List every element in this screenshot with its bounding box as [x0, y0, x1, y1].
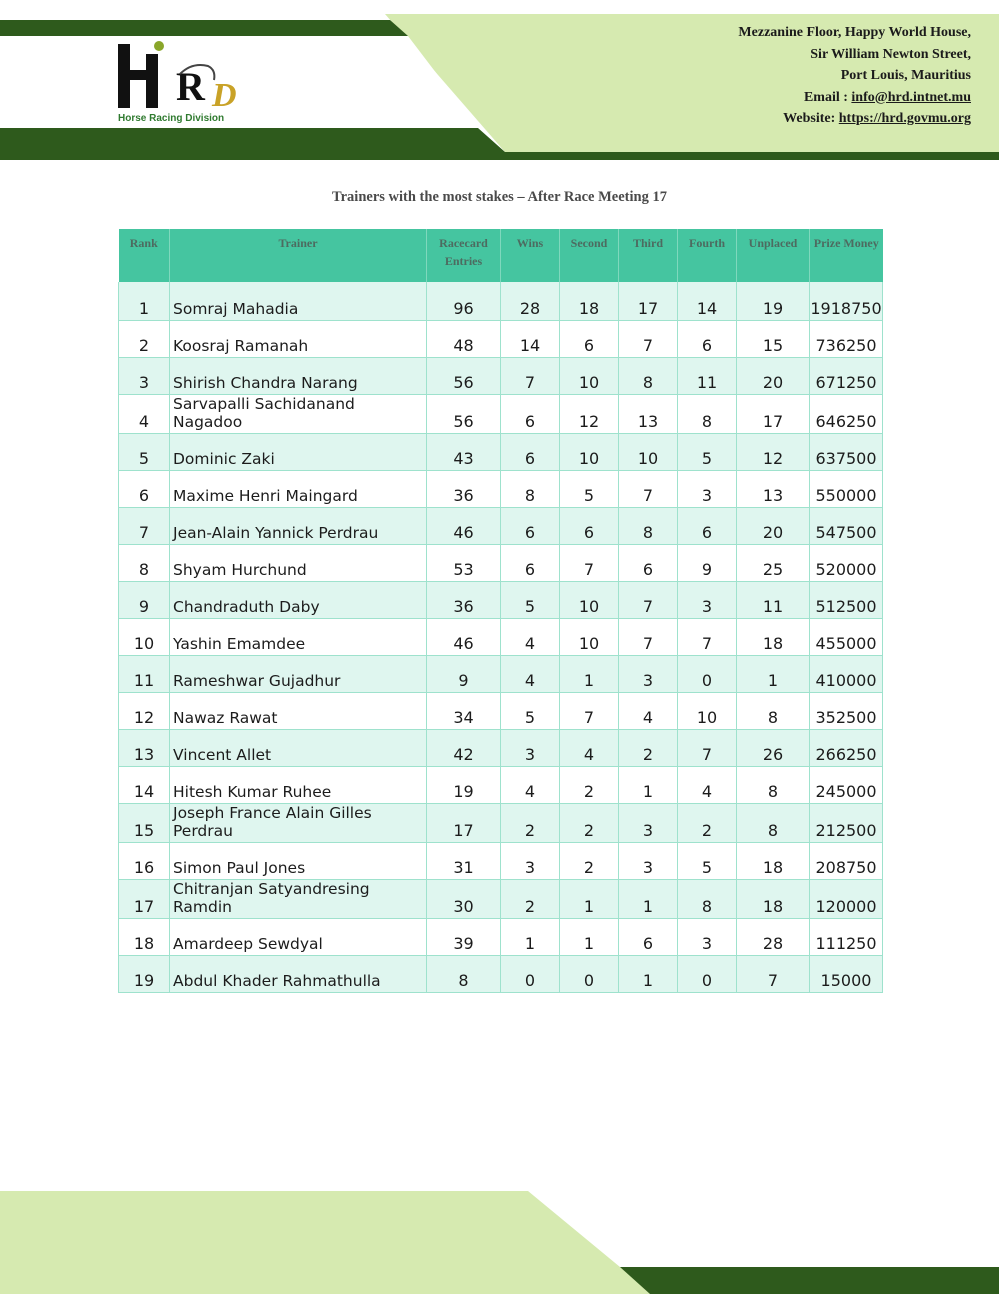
cell-wins: 1	[501, 919, 560, 956]
col-header-wins: Wins	[501, 229, 560, 282]
cell-unplaced: 11	[737, 582, 810, 619]
cell-second: 2	[560, 843, 619, 880]
col-header-prize-money: Prize Money	[810, 229, 883, 282]
cell-third: 3	[619, 843, 678, 880]
cell-prize-money: 637500	[810, 434, 883, 471]
cell-wins: 3	[501, 730, 560, 767]
cell-third: 6	[619, 545, 678, 582]
cell-fourth: 8	[678, 880, 737, 919]
svg-text:D: D	[212, 77, 237, 114]
cell-wins: 5	[501, 582, 560, 619]
cell-fourth: 6	[678, 508, 737, 545]
cell-fourth: 3	[678, 919, 737, 956]
table-row	[119, 880, 883, 919]
cell-entries: 56	[427, 395, 501, 434]
cell-wins: 4	[501, 767, 560, 804]
cell-unplaced: 8	[737, 767, 810, 804]
cell-prize-money: 671250	[810, 358, 883, 395]
cell-wins: 6	[501, 395, 560, 434]
cell-fourth: 9	[678, 545, 737, 582]
page-title: Trainers with the most stakes – After Race Meeting 17	[332, 189, 667, 205]
table-row	[119, 919, 883, 956]
table-row	[119, 508, 883, 545]
table-row	[119, 545, 883, 582]
cell-fourth: 10	[678, 693, 737, 730]
cell-third: 7	[619, 582, 678, 619]
cell-prize-money: 547500	[810, 508, 883, 545]
table-row	[119, 843, 883, 880]
cell-fourth: 0	[678, 656, 737, 693]
cell-wins: 3	[501, 843, 560, 880]
cell-trainer: Vincent Allet	[170, 730, 427, 767]
cell-entries: 31	[427, 843, 501, 880]
cell-third: 3	[619, 804, 678, 843]
cell-unplaced: 12	[737, 434, 810, 471]
cell-second: 7	[560, 545, 619, 582]
cell-rank: 4	[119, 395, 170, 434]
cell-rank: 19	[119, 956, 170, 993]
cell-second: 6	[560, 508, 619, 545]
cell-wins: 0	[501, 956, 560, 993]
table-row	[119, 434, 883, 471]
cell-third: 13	[619, 395, 678, 434]
cell-rank: 10	[119, 619, 170, 656]
cell-second: 10	[560, 582, 619, 619]
cell-unplaced: 19	[737, 282, 810, 321]
cell-third: 3	[619, 656, 678, 693]
table-row	[119, 656, 883, 693]
cell-prize-money: 736250	[810, 321, 883, 358]
cell-entries: 56	[427, 358, 501, 395]
cell-second: 10	[560, 434, 619, 471]
cell-entries: 9	[427, 656, 501, 693]
table-row	[119, 358, 883, 395]
cell-trainer: Joseph France Alain Gilles Perdrau	[170, 804, 427, 843]
cell-trainer: Simon Paul Jones	[170, 843, 427, 880]
cell-entries: 39	[427, 919, 501, 956]
cell-entries: 8	[427, 956, 501, 993]
cell-entries: 96	[427, 282, 501, 321]
cell-rank: 1	[119, 282, 170, 321]
cell-unplaced: 25	[737, 545, 810, 582]
cell-entries: 36	[427, 582, 501, 619]
cell-fourth: 2	[678, 804, 737, 843]
cell-entries: 43	[427, 434, 501, 471]
cell-fourth: 0	[678, 956, 737, 993]
cell-wins: 2	[501, 804, 560, 843]
address-line-1: Mezzanine Floor, Happy World House,	[738, 25, 971, 40]
col-header-second: Second	[560, 229, 619, 282]
cell-entries: 30	[427, 880, 501, 919]
cell-second: 1	[560, 656, 619, 693]
cell-unplaced: 7	[737, 956, 810, 993]
cell-entries: 17	[427, 804, 501, 843]
cell-wins: 14	[501, 321, 560, 358]
cell-wins: 4	[501, 619, 560, 656]
cell-fourth: 5	[678, 843, 737, 880]
cell-second: 5	[560, 471, 619, 508]
cell-unplaced: 26	[737, 730, 810, 767]
cell-rank: 14	[119, 767, 170, 804]
cell-trainer: Maxime Henri Maingard	[170, 471, 427, 508]
cell-prize-money: 111250	[810, 919, 883, 956]
table-row	[119, 767, 883, 804]
cell-trainer: Rameshwar Gujadhur	[170, 656, 427, 693]
cell-second: 10	[560, 619, 619, 656]
website-line	[738, 108, 971, 130]
cell-wins: 8	[501, 471, 560, 508]
cell-unplaced: 17	[737, 395, 810, 434]
cell-third: 7	[619, 321, 678, 358]
cell-rank: 5	[119, 434, 170, 471]
cell-fourth: 3	[678, 471, 737, 508]
cell-entries: 36	[427, 471, 501, 508]
cell-third: 4	[619, 693, 678, 730]
cell-rank: 2	[119, 321, 170, 358]
cell-second: 2	[560, 767, 619, 804]
table-row	[119, 395, 883, 434]
cell-entries: 53	[427, 545, 501, 582]
cell-entries: 19	[427, 767, 501, 804]
cell-rank: 13	[119, 730, 170, 767]
cell-trainer: Jean-Alain Yannick Perdrau	[170, 508, 427, 545]
table-header-row	[119, 229, 883, 282]
email-line	[738, 87, 971, 109]
cell-prize-money: 120000	[810, 880, 883, 919]
address-line-2: Sir William Newton Street,	[810, 46, 971, 62]
cell-trainer: Somraj Mahadia	[170, 282, 427, 321]
col-header-rank: Rank	[119, 229, 170, 282]
cell-fourth: 11	[678, 358, 737, 395]
cell-trainer: Nawaz Rawat	[170, 693, 427, 730]
address-line-3: Port Louis, Mauritius	[840, 68, 971, 83]
cell-second: 0	[560, 956, 619, 993]
cell-fourth: 7	[678, 730, 737, 767]
cell-rank: 12	[119, 693, 170, 730]
cell-unplaced: 15	[737, 321, 810, 358]
cell-trainer: Amardeep Sewdyal	[170, 919, 427, 956]
cell-wins: 6	[501, 434, 560, 471]
logo-caption: Horse Racing Division	[118, 113, 225, 124]
cell-prize-money: 1918750	[810, 282, 883, 321]
cell-unplaced: 20	[737, 358, 810, 395]
cell-unplaced: 18	[737, 880, 810, 919]
cell-wins: 5	[501, 693, 560, 730]
cell-third: 8	[619, 508, 678, 545]
cell-prize-money: 245000	[810, 767, 883, 804]
table-row	[119, 282, 883, 321]
email-label: Email :	[803, 89, 848, 105]
cell-trainer: Hitesh Kumar Ruhee	[170, 767, 427, 804]
cell-rank: 3	[119, 358, 170, 395]
cell-rank: 18	[119, 919, 170, 956]
cell-unplaced: 13	[737, 471, 810, 508]
cell-prize-money: 352500	[810, 693, 883, 730]
col-header-third: Third	[619, 229, 678, 282]
cell-rank: 7	[119, 508, 170, 545]
cell-prize-money: 266250	[810, 730, 883, 767]
cell-trainer: Shyam Hurchund	[170, 545, 427, 582]
cell-fourth: 8	[678, 395, 737, 434]
cell-trainer: Sarvapalli Sachidanand Nagadoo	[170, 395, 427, 434]
cell-third: 10	[619, 434, 678, 471]
cell-wins: 7	[501, 358, 560, 395]
cell-second: 4	[560, 730, 619, 767]
col-header-unplaced: Unplaced	[737, 229, 810, 282]
cell-rank: 17	[119, 880, 170, 919]
cell-fourth: 6	[678, 321, 737, 358]
cell-prize-money: 646250	[810, 395, 883, 434]
website-link[interactable]: https://hrd.govmu.org	[838, 111, 971, 126]
col-header-trainer: Trainer	[170, 229, 427, 282]
cell-entries: 42	[427, 730, 501, 767]
cell-unplaced: 28	[737, 919, 810, 956]
trainers-table	[118, 229, 883, 993]
cell-wins: 6	[501, 508, 560, 545]
cell-fourth: 14	[678, 282, 737, 321]
cell-prize-money: 15000	[810, 956, 883, 993]
cell-trainer: Chitranjan Satyandresing Ramdin	[170, 880, 427, 919]
cell-entries: 46	[427, 508, 501, 545]
cell-third: 1	[619, 956, 678, 993]
cell-second: 7	[560, 693, 619, 730]
table-row	[119, 804, 883, 843]
cell-second: 10	[560, 358, 619, 395]
website-label: Website:	[783, 111, 836, 126]
cell-third: 8	[619, 358, 678, 395]
cell-prize-money: 520000	[810, 545, 883, 582]
cell-entries: 46	[427, 619, 501, 656]
cell-fourth: 3	[678, 582, 737, 619]
cell-fourth: 7	[678, 619, 737, 656]
cell-second: 2	[560, 804, 619, 843]
cell-third: 1	[619, 767, 678, 804]
cell-second: 12	[560, 395, 619, 434]
cell-rank: 9	[119, 582, 170, 619]
cell-fourth: 4	[678, 767, 737, 804]
cell-third: 17	[619, 282, 678, 321]
cell-second: 18	[560, 282, 619, 321]
cell-entries: 48	[427, 321, 501, 358]
col-header-fourth: Fourth	[678, 229, 737, 282]
cell-unplaced: 20	[737, 508, 810, 545]
cell-unplaced: 8	[737, 693, 810, 730]
table-row	[119, 321, 883, 358]
cell-trainer: Koosraj Ramanah	[170, 321, 427, 358]
table-row	[119, 582, 883, 619]
cell-third: 6	[619, 919, 678, 956]
email-link[interactable]: info@hrd.intnet.mu	[851, 89, 971, 105]
cell-wins: 2	[501, 880, 560, 919]
cell-rank: 8	[119, 545, 170, 582]
cell-prize-money: 550000	[810, 471, 883, 508]
cell-prize-money: 512500	[810, 582, 883, 619]
table-row	[119, 730, 883, 767]
cell-rank: 11	[119, 656, 170, 693]
table-row	[119, 956, 883, 993]
address-block	[738, 22, 971, 130]
table-row	[119, 693, 883, 730]
cell-wins: 28	[501, 282, 560, 321]
cell-wins: 4	[501, 656, 560, 693]
col-header-entries: Racecard Entries	[427, 229, 501, 282]
cell-unplaced: 18	[737, 619, 810, 656]
cell-prize-money: 212500	[810, 804, 883, 843]
cell-unplaced: 8	[737, 804, 810, 843]
cell-trainer: Yashin Emamdee	[170, 619, 427, 656]
cell-third: 7	[619, 619, 678, 656]
cell-prize-money: 410000	[810, 656, 883, 693]
cell-second: 1	[560, 880, 619, 919]
svg-text:R: R	[176, 64, 205, 109]
cell-fourth: 5	[678, 434, 737, 471]
cell-wins: 6	[501, 545, 560, 582]
cell-rank: 6	[119, 471, 170, 508]
cell-third: 7	[619, 471, 678, 508]
footer-banner	[0, 1185, 999, 1294]
cell-second: 1	[560, 919, 619, 956]
cell-rank: 15	[119, 804, 170, 843]
table-row	[119, 471, 883, 508]
cell-third: 1	[619, 880, 678, 919]
cell-third: 2	[619, 730, 678, 767]
table-row	[119, 619, 883, 656]
cell-trainer: Dominic Zaki	[170, 434, 427, 471]
cell-prize-money: 208750	[810, 843, 883, 880]
cell-unplaced: 1	[737, 656, 810, 693]
cell-entries: 34	[427, 693, 501, 730]
cell-trainer: Chandraduth Daby	[170, 582, 427, 619]
cell-rank: 16	[119, 843, 170, 880]
cell-prize-money: 455000	[810, 619, 883, 656]
cell-second: 6	[560, 321, 619, 358]
cell-trainer: Shirish Chandra Narang	[170, 358, 427, 395]
cell-unplaced: 18	[737, 843, 810, 880]
cell-trainer: Abdul Khader Rahmathulla	[170, 956, 427, 993]
